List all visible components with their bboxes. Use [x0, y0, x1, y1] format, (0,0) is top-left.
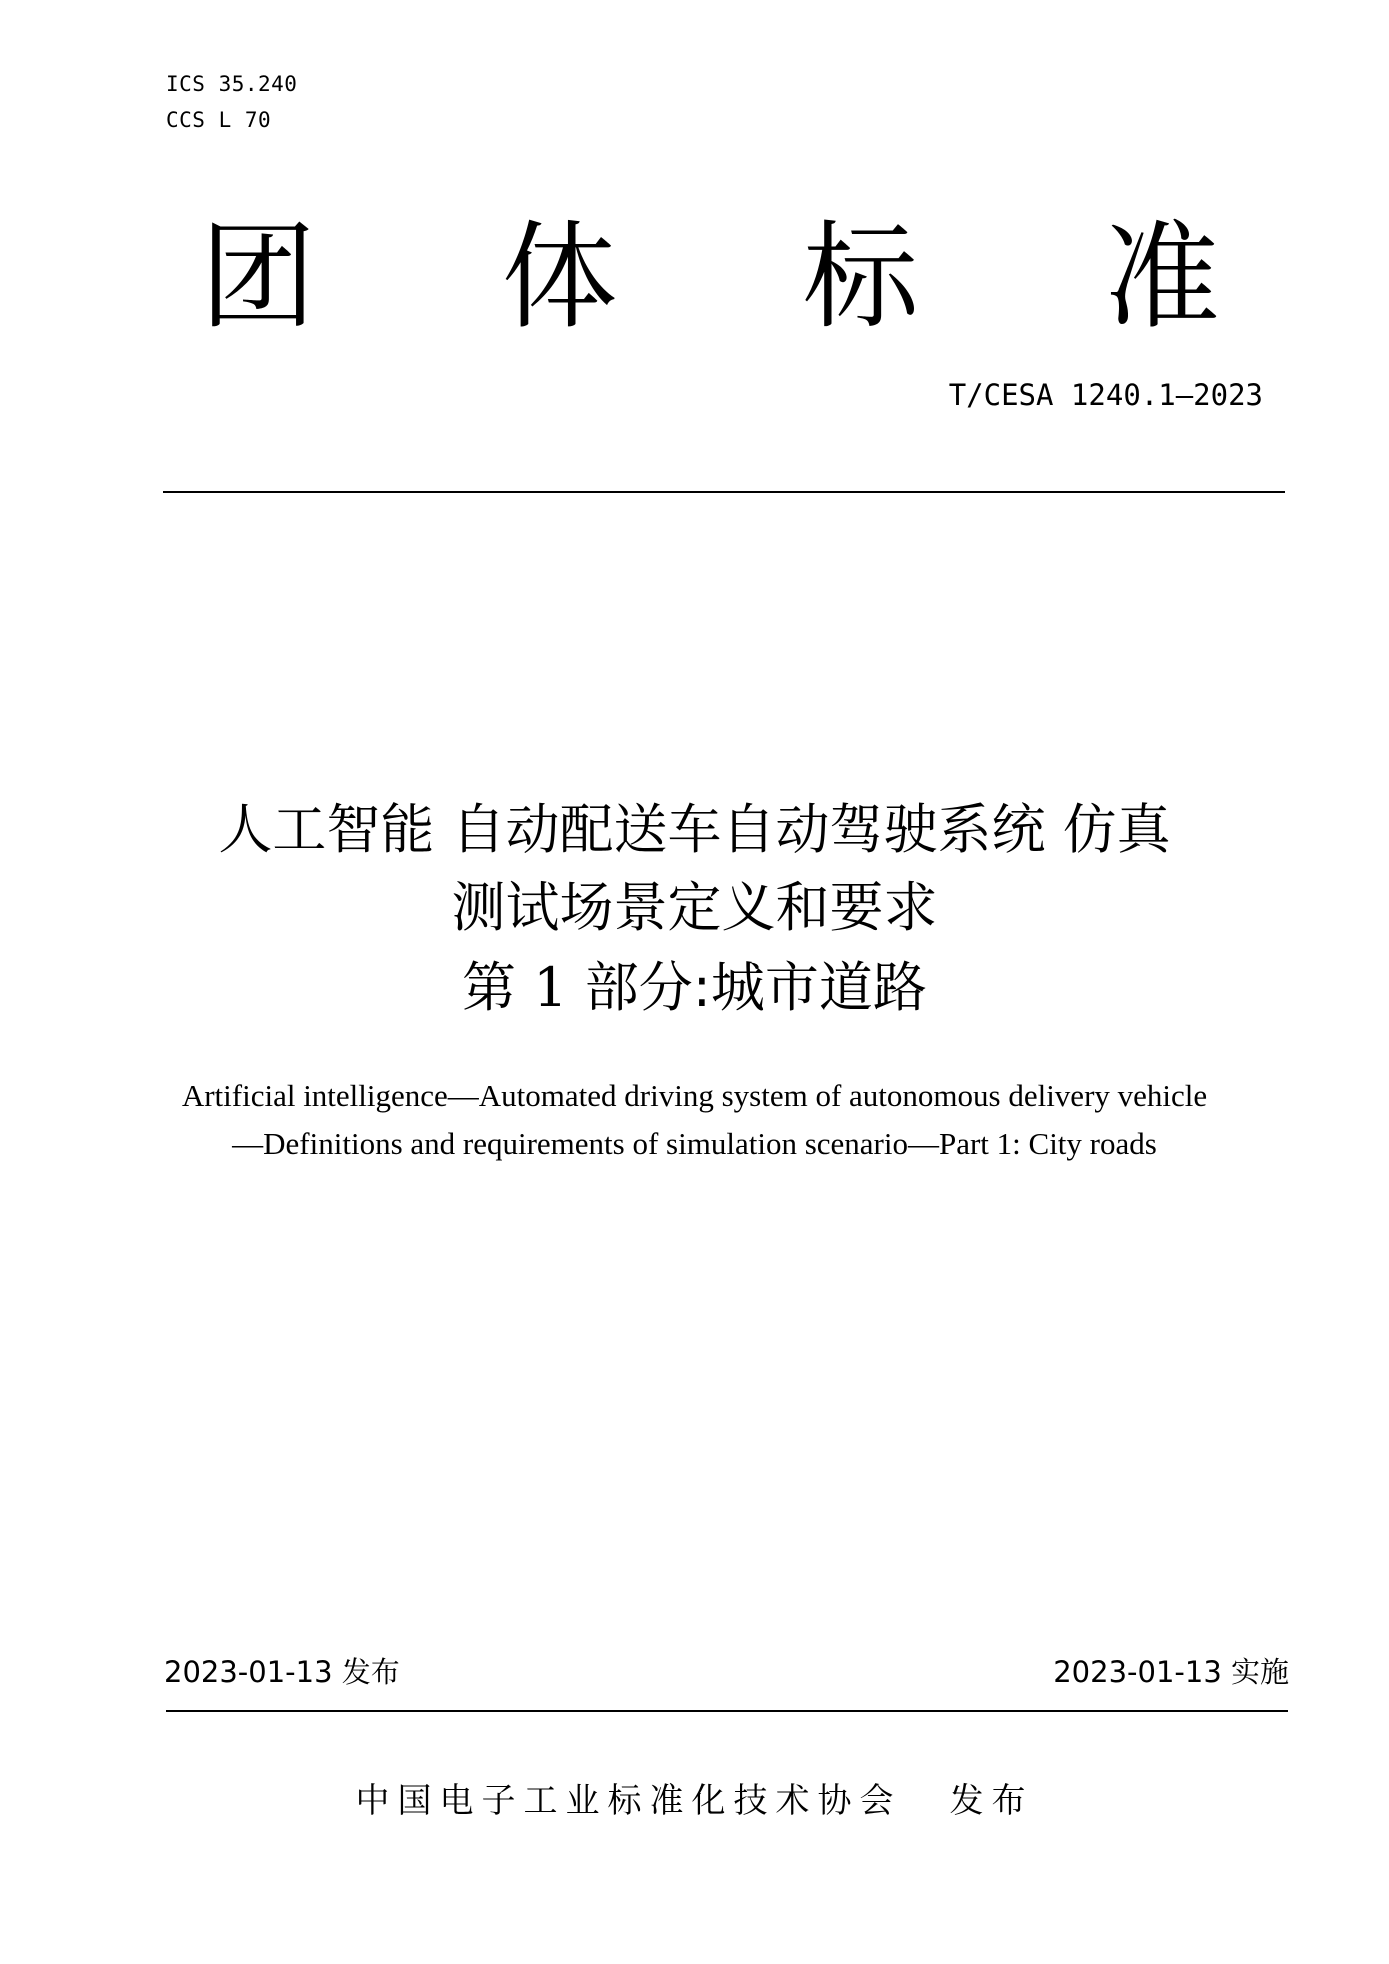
title-en-line-2: —Definitions and requirements of simulation scenario—Part 1: City roads — [232, 1126, 1157, 1161]
publisher-line — [0, 1776, 1389, 1826]
standard-type-char: 准 — [1103, 210, 1220, 345]
standard-number: T/CESA 1240.1—2023 — [948, 378, 1263, 412]
top-divider — [163, 491, 1285, 493]
standard-type-char: 标 — [802, 210, 919, 345]
title-cn-line-2: 测试场景定义和要求 — [451, 876, 938, 939]
standard-type-char: 团 — [200, 210, 316, 345]
publisher-action: 发布 — [949, 1781, 1034, 1821]
ics-code: ICS 35.240 — [166, 72, 298, 96]
standard-type-heading — [200, 208, 1220, 348]
implementation-date: 2023-01-13 实施 — [1053, 1655, 1289, 1689]
standard-type-char: 体 — [501, 210, 618, 345]
title-cn-part-number: 1 — [516, 956, 585, 1019]
title-cn-line-1: 人工智能 自动配送车自动驾驶系统 仿真 — [218, 798, 1171, 861]
issue-date: 2023-01-13 发布 — [164, 1655, 400, 1689]
bottom-divider — [166, 1710, 1288, 1712]
title-cn-line-3 — [0, 948, 1389, 1028]
publisher-org: 中国电子工业标准化技术协会 — [355, 1781, 902, 1821]
ccs-code: CCS L 70 — [166, 108, 272, 132]
title-cn-part-suffix: 部分:城市道路 — [584, 956, 927, 1019]
title-en-line-1: Artificial intelligence—Automated driving system of autonomous delivery vehicle — [181, 1078, 1208, 1113]
title-cn-part-prefix: 第 — [462, 956, 517, 1019]
